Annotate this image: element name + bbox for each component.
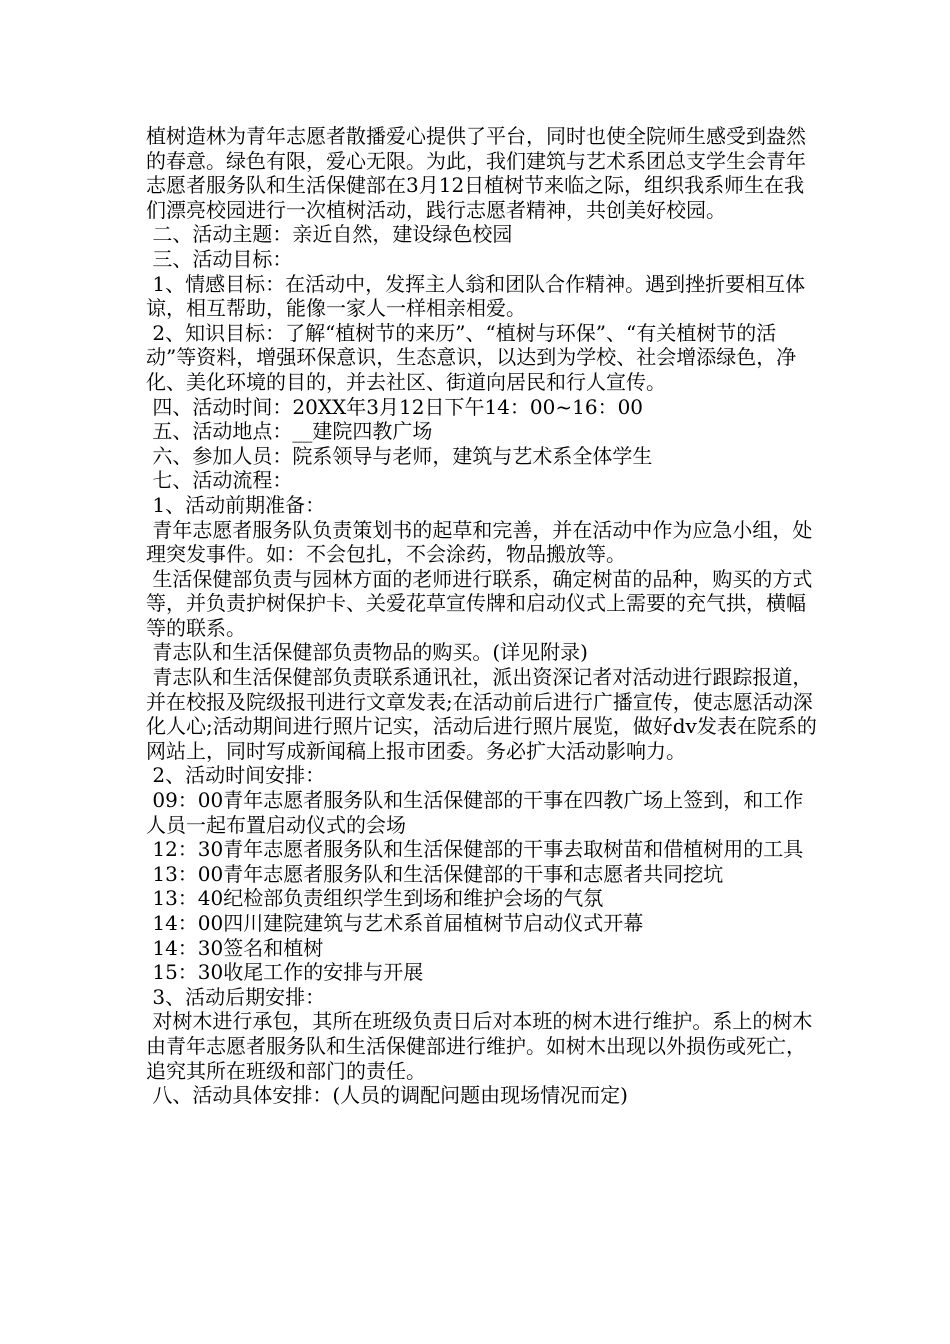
section-process: 七、活动流程： <box>146 468 293 493</box>
section-theme: 二、活动主题：亲近自然，建设绿色校园 <box>146 222 513 247</box>
document-body <box>146 124 818 1108</box>
section-participants: 六、参加人员：院系领导与老师，建筑与艺术系全体学生 <box>146 443 653 468</box>
section-arrangements: 八、活动具体安排：(人员的调配问题由现场情况而定) <box>146 1083 628 1108</box>
followup-maintenance: 对树木进行承包，其所在班级负责日后对本班的树木进行维护。系上的树木由青年志愿者服务队和生活保健部进行维护。如树木出现以外损伤或死亡，追究其所在班级和部门的责任。 <box>146 1009 813 1083</box>
subsection-preparation: 1、活动前期准备： <box>146 492 326 517</box>
schedule-item: 09：00青年志愿者服务队和生活保健部的干事在四教广场上签到，和工作人员一起布置启动仪式的会场 <box>146 788 804 837</box>
goal-emotional: 1、情感目标：在活动中，发挥主人翁和团队合作精神。遇到挫折要相互体谅，相互帮助，能像一家人一样相亲相爱。 <box>146 271 806 321</box>
goal-knowledge: 2、知识目标：了解“植树节的来历”、“植树与环保”、“有关植树节的活动”等资料，增强环保意识，生态意识，以达到为学校、社会增添绿色，净化、美化环境的目的，并去社区、街道向居民和行人宣传。 <box>146 320 797 394</box>
intro-paragraph: 植树造林为青年志愿者散播爱心提供了平台，同时也使全院师生感受到盎然的春意。绿色有限，爱心无限。为此，我们建筑与艺术系团总支学生会青年志愿者服务队和生活保健部在3月12日植树节来临之际，组织我系师生在我们漂亮校园进行一次植树活动，践行志愿者精神，共创美好校园。 <box>146 124 806 222</box>
schedule-item: 15：30收尾工作的安排与开展 <box>146 960 424 985</box>
section-goals: 三、活动目标： <box>146 246 293 271</box>
schedule-item: 12：30青年志愿者服务队和生活保健部的干事去取树苗和借植树用的工具 <box>146 837 804 862</box>
section-location: 五、活动地点：__建院四教广场 <box>146 419 433 444</box>
prep-publicity: 青志队和生活保健部负责联系通讯社，派出资深记者对活动进行跟踪报道，并在校报及院级报刊进行文章发表;在活动前后进行广播宣传，使志愿活动深化人心;活动期间进行照片记实，活动后进行照片展览，做好dv发表在院系的网站上，同时写成新闻稿上报市团委。务必扩大活动影响力。 <box>146 665 817 763</box>
section-time: 四、活动时间：20XX年3月12日下午14：00~16：00 <box>146 394 644 419</box>
prep-health-dept: 生活保健部负责与园林方面的老师进行联系，确定树苗的品种，购买的方式等，并负责护树保护卡、关爱花草宣传牌和启动仪式上需要的充气拱，横幅等的联系。 <box>146 566 813 640</box>
prep-volunteer-team: 青年志愿者服务队负责策划书的起草和完善，并在活动中作为应急小组，处理突发事件。如：不会包扎，不会涂药，物品搬放等。 <box>146 517 813 567</box>
schedule-item: 13：00青年志愿者服务队和生活保健部的干事和志愿者共同挖坑 <box>146 861 724 886</box>
subsection-followup: 3、活动后期安排： <box>146 984 326 1009</box>
schedule-item: 14：30签名和植树 <box>146 935 324 960</box>
prep-purchase: 青志队和生活保健部负责物品的购买。(详见附录) <box>146 640 588 665</box>
schedule-item: 13：40纪检部负责组织学生到场和维护会场的气氛 <box>146 886 604 911</box>
subsection-schedule: 2、活动时间安排： <box>146 763 326 788</box>
schedule-item: 14：00四川建院建筑与艺术系首届植树节启动仪式开幕 <box>146 911 644 935</box>
